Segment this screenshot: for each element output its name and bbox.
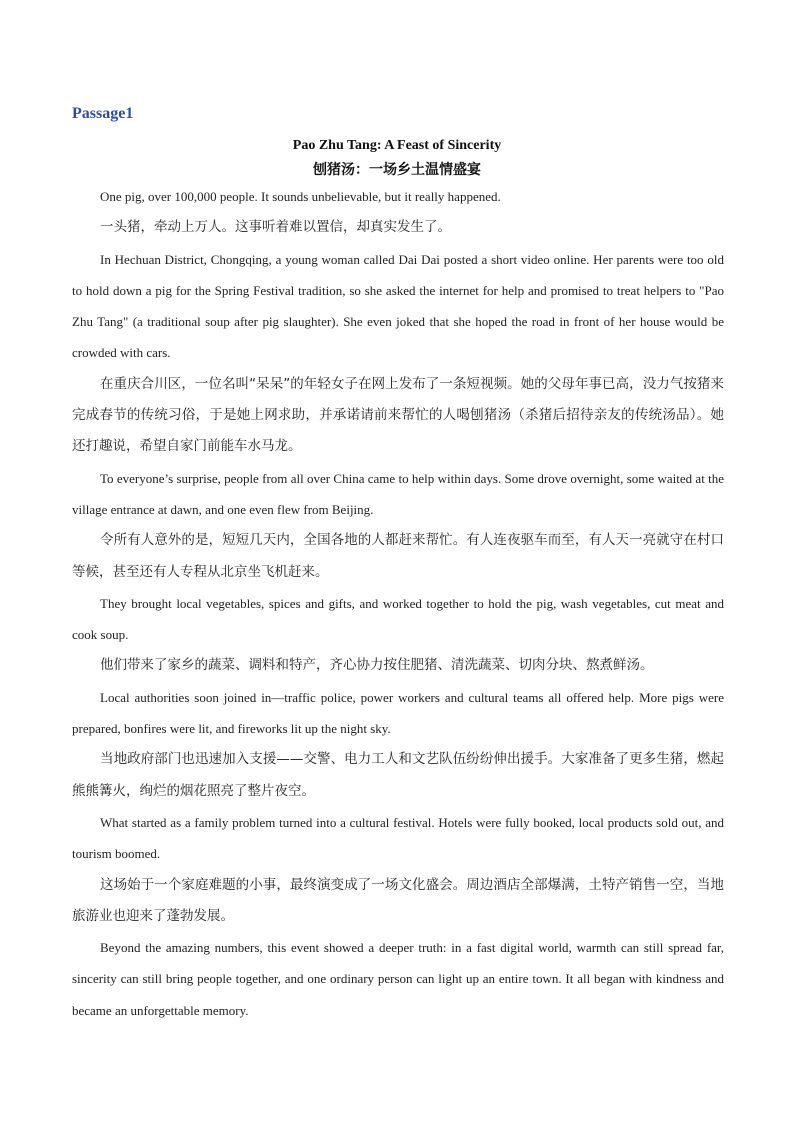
passage-label: Passage1 (72, 105, 134, 122)
paragraph-zh-1: 一头猪，牵动上万人。这事听着难以置信，却真实发生了。 (100, 219, 451, 236)
title-chinese: 刨猪汤：一场乡土温情盛宴 (313, 162, 481, 178)
paragraph-en-6: What started as a family problem turned into a cultural festival. Hotels were fully booked, local products sold out, and tourism boomed. (72, 814, 724, 862)
paragraph-zh-4: 他们带来了家乡的蔬菜、调料和特产，齐心协力按住肥猪、清洗蔬菜、切肉分块、熬煮鲜汤。 (100, 657, 654, 674)
paragraph-en-2: In Hechuan District, Chongqing, a young woman called Dai Dai posted a short video online. Her parents were too old to hold down a pig for the Spring Festival tradition, so she asked the internet for help and promised to treat helpers to "Pao Zhu Tang" (a traditional soup after pig slaughter). She even joked that she hoped the road in front of her house would be crowded with cars. (72, 251, 724, 361)
paragraph-en-3: To everyone’s surprise, people from all over China came to help within days. Some drove overnight, some waited at the village entrance at dawn, and one even flew from Beijing. (72, 470, 724, 517)
passage-body (72, 181, 724, 1026)
paragraph-zh-2: 在重庆合川区，一位名叫“呆呆”的年轻女子在网上发布了一条短视频。她的父母年事已高，没力气按猪来完成春节的传统习俗，于是她上网求助，并承诺请前来帮忙的人喝刨猪汤（杀猪后招待亲友的传统汤品）。她还打趣说，希望自家门前能车水马龙。 (72, 375, 724, 455)
paragraph-en-1: One pig, over 100,000 people. It sounds unbelievable, but it really happened. (100, 189, 501, 204)
paragraph-en-5: Local authorities soon joined in—traffic police, power workers and cultural teams all offered help. More pigs were prepared, bonfires were lit, and fireworks lit up the night sky. (72, 689, 724, 737)
paragraph-en-7: Beyond the amazing numbers, this event showed a deeper truth: in a fast digital world, warmth can still spread far, sincerity can still bring people together, and one ordinary person can light up an entire town. It all began with kindness and became an unforgettable memory. (72, 940, 724, 1018)
paragraph-zh-5: 当地政府部门也迅速加入支援——交警、电力工人和文艺队伍纷纷伸出援手。大家准备了更多生猪，燃起熊熊篝火，绚烂的烟花照亮了整片夜空。 (72, 751, 724, 799)
paragraph-zh-3: 令所有人意外的是，短短几天内，全国各地的人都赶来帮忙。有人连夜驱车而至，有人天一亮就守在村口等候，甚至还有人专程从北京坐飞机赶来。 (72, 532, 724, 580)
paragraph-zh-6: 这场始于一个家庭难题的小事，最终演变成了一场文化盛会。周边酒店全部爆满，土特产销售一空，当地旅游业也迎来了蓬勃发展。 (72, 876, 724, 924)
paragraph-en-4: They brought local vegetables, spices and gifts, and worked together to hold the pig, wash vegetables, cut meat and cook soup. (72, 595, 724, 643)
title-english: Pao Zhu Tang: A Feast of Sincerity (292, 138, 502, 153)
